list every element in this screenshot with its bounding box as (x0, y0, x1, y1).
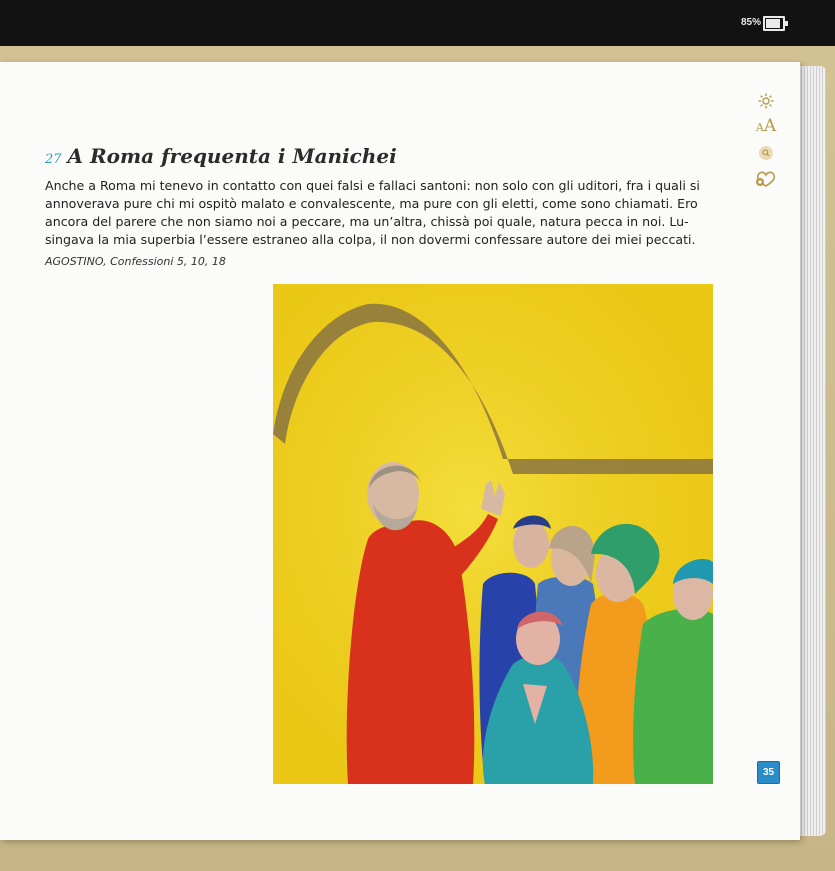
font-size-small-label: A (755, 121, 764, 134)
body-line: Anche a Roma mi tenevo in contatto con quei falsi e fallaci santoni: non solo con gli uditori, fra i quali si (45, 178, 700, 193)
bookmark-add-icon[interactable] (752, 168, 780, 188)
book-page[interactable] (0, 62, 800, 840)
battery-percent: 85% (740, 17, 761, 28)
reader-toolbar (752, 90, 780, 194)
body-line: annoverava pure chi mi ospitò malato e convalescente, ma pure con gli eletti, come sono chiamati. Ero (45, 196, 698, 211)
font-size-large-label: A (763, 116, 777, 136)
chapter-heading (45, 144, 397, 168)
chapter-number: 27 (45, 152, 62, 167)
illustration-augustine-preaching (273, 284, 713, 784)
body-line: ancora del parere che non siamo noi a peccare, ma un’altra, chissà poi quale, natura pecca in noi. Lu- (45, 214, 689, 229)
citation: AGOSTINO, Confessioni 5, 10, 18 (45, 255, 226, 268)
status-bar (0, 0, 835, 46)
body-line: singava la mia superbia l’essere estraneo alla colpa, il non dovermi confessare autore dei miei peccati. (45, 232, 696, 247)
sun-icon[interactable] (752, 90, 780, 110)
font-size-button[interactable] (752, 116, 780, 136)
battery-icon (763, 16, 785, 31)
battery-level-fill (766, 19, 780, 28)
body-paragraph (45, 177, 715, 249)
page-number-badge: 35 (757, 761, 780, 784)
search-icon[interactable] (752, 142, 780, 162)
page-stack-edge (796, 66, 826, 836)
chapter-title: A Roma frequenta i Manichei (67, 144, 397, 168)
